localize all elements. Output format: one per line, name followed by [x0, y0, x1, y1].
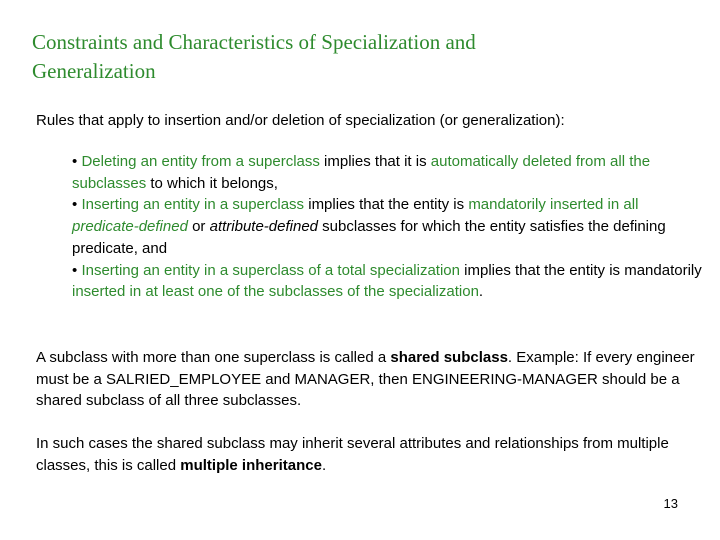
bullet-marker: •	[72, 153, 78, 170]
term-multiple-inheritance: multiple inheritance	[180, 457, 322, 474]
rule-text: implies that the entity is	[304, 196, 469, 214]
bullet-marker: •	[72, 261, 78, 279]
paragraph-text: . Example: If every engineer must be a SALRIED_EMPLOYEE and MANAGER, then ENGINEERING-MANAGER should be a shared subclass of all three subclasses.	[36, 349, 695, 409]
intro-text: Rules that apply to insertion and/or deletion of specialization (or generalization):	[36, 112, 565, 129]
rule-text-highlight: Deleting an entity from a superclass	[81, 153, 320, 170]
rules-list	[72, 151, 702, 303]
rule-text: implies that the entity is mandatorily	[459, 261, 702, 279]
page-number: 13	[663, 496, 678, 511]
rule-text-highlight: mandatorily inserted in all	[468, 196, 639, 214]
paragraph-text: In such cases the shared subclass may inherit several attributes and relationships from multiple classes, this is called	[36, 435, 669, 474]
slide-title	[32, 28, 692, 86]
rule-text: subclasses for which the entity satisfies the defining predicate, and	[72, 218, 666, 257]
rule-deletion	[72, 151, 702, 194]
rule-text-highlight-italic: predicate-defined	[72, 218, 188, 236]
term-shared-subclass: shared subclass	[390, 349, 508, 366]
rule-text: .	[478, 283, 484, 301]
rule-insertion	[72, 194, 702, 259]
multiple-inheritance-paragraph	[36, 433, 712, 477]
rule-text-highlight: Inserting an entity in a superclass	[81, 196, 305, 214]
rule-text-italic: attribute-defined	[209, 218, 319, 236]
title-line-2: Generalization	[32, 59, 156, 83]
rule-text: or	[187, 218, 210, 236]
rule-total-specialization	[72, 260, 702, 303]
rule-text: to which it belongs,	[146, 174, 278, 192]
paragraph-text: .	[321, 457, 327, 474]
rule-text-highlight: inserted in at least one of the subclasses of the specialization	[72, 283, 479, 301]
paragraph-text: A subclass with more than one superclass is called a	[36, 349, 391, 366]
rule-text-highlight: automatically deleted from all the subclasses	[72, 153, 651, 192]
shared-subclass-paragraph	[36, 347, 712, 412]
rule-text: implies that it is	[319, 153, 431, 170]
bullet-marker: •	[72, 196, 78, 214]
rule-text-highlight: Inserting an entity in a superclass of a total specialization	[81, 261, 460, 279]
title-line-1: Constraints and Characteristics of Specialization and	[32, 30, 476, 54]
